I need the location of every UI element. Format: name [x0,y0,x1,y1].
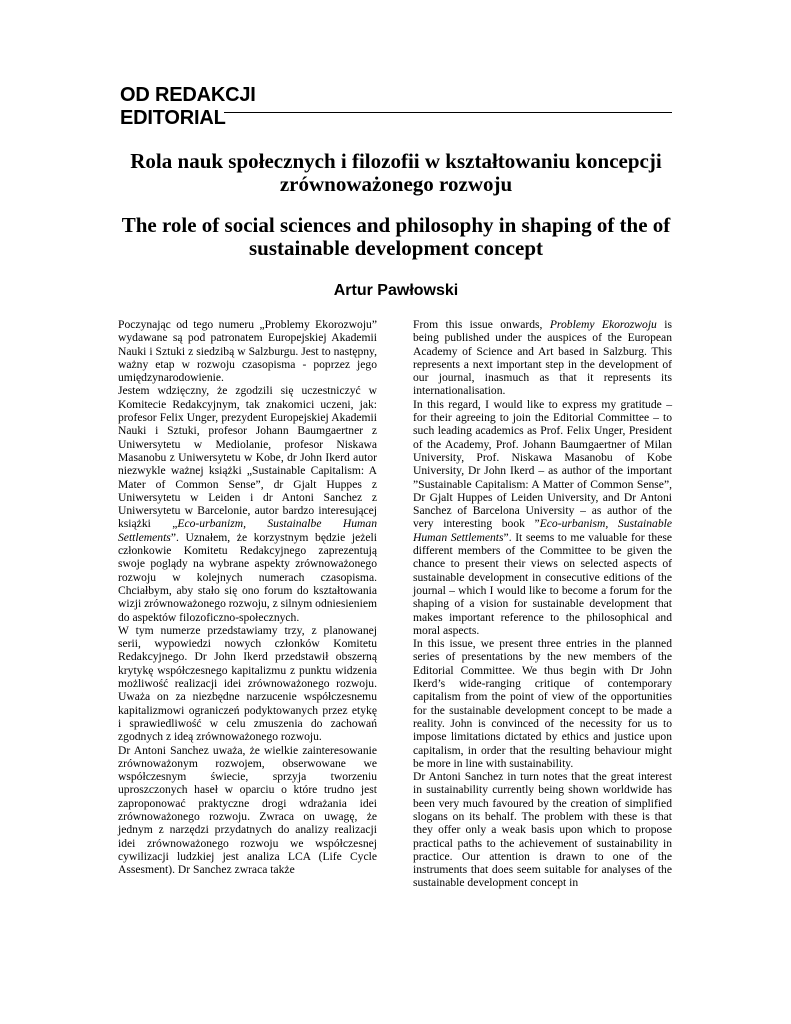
paragraph: Dr Antoni Sanchez uważa, że wielkie zainteresowanie zrównoważonym rozwojem, obserwowane we współczesnym świecie, sprzyja tworzeniu uproszczonych haseł w oparciu o które trudno jest zaproponować praktyczne drogi wdrażania idei zrównoważonego rozwoju. Zwraca on uwagę, że jednym z narzędzi przydatnych do analizy realizacji idei zrównoważonego rozwoju we współczesnej cywilizacji ludzkiej jest analiza LCA (Life Cycle Assesment). Dr Sanchez zwraca także [118,743,377,877]
section-label-english: EDITORIAL [120,107,226,129]
author-name: Artur Pawłowski [333,282,459,299]
paragraph: Jestem wdzięczny, że zgodzili się uczestniczyć w Komitecie Redakcyjnym, tak znakomici uczeni, jak: profesor Felix Unger, prezydent Europejskiej Akademii Nauki i Sztuki, profesor Johann Baumgaertner z Uniwersytetu w Mediolanie, profesor Niskawa Masanobu z Uniwersytetu w Kobe, dr John Ikerd autor niezwykle ważnej książki „Sustainable Capitalism: A Mater of Common Sense”, dr Gjalt Huppes z Uniwersytetu w Leiden i dr Antoni Sanchez z Uniwersytetu w Barcelonie, autor bardzo interesującej książki „Eco-urbanizm, Sustainalbe Human Settlements”. Uznałem, że korzystnym będzie jeżeli członkowie Komitetu Redakcyjnego zaprezentują swoje poglądy na wybrane aspekty zrównoważonego rozwoju w kolejnych numerach czasopisma. Chciałbym, aby stało się ono forum do kształtowania wizji zrównoważonego rozwoju, z silnym odniesieniem do aspektów filozoficzno-społecznych. [118,384,378,624]
title-english: The role of social sciences and philosophy in shaping of the of sustainable development concept [121,213,671,260]
right-column-english [413,318,672,890]
paragraph: W tym numerze przedstawiamy trzy, z planowanej serii, wypowiedzi nowych członków Komitetu Redakcyjnego. Dr John Ikerd przedstawił obszerną krytykę współczesnego kapitalizmu z punktu widzenia możliwość realizacji idei zrównoważonego rozwoju. Uważa on za niezbędne narzucenie współczesnemu kapitalizmowi ograniczeń podyktowanych przez etykę i sprawiedliwość w celu zmuszenia do zachowań zgodnych z ideą zrównoważonego rozwoju. [118,623,377,744]
section-header [120,84,256,130]
title-polish: Rola nauk społecznych i filozofii w kształtowaniu koncepcji zrównoważonego rozwoju [130,149,662,196]
paragraph: In this issue, we present three entries in the planned series of presentations by the new members of the Editorial Committee. We thus begin with Dr John Ikerd’s wide-ranging critique of contemporary capitalism from the point of view of the opportunities for the sustainable development concept to be made a reality. John is convinced of the necessity for us to impose limitations dictated by ethics and justice upon capitalism, in order that the resulting behaviour might be more in line with sustainability. [413,637,672,770]
left-column-polish [118,318,377,876]
section-label-polish: OD REDAKCJI [120,84,256,106]
paragraph: Dr Antoni Sanchez in turn notes that the great interest in sustainability currently being shown worldwide has been very much favoured by the creation of simplified slogans on its behalf. The problem with these is that they offer only a weak basis upon which to propose practical paths to the achievement of sustainability in practice. Our attention is drawn to one of the instruments that does seem suitable for analyses of the sustainable development concept in [413,770,672,890]
paragraph: Poczynając od tego numeru „Problemy Ekorozwoju” wydawane są pod patronatem Europejskiej Akademii Nauki i Sztuki z siedzibą w Salzburgu. Jest to następny, ważny etap w rozwoju czasopisma - poprzez jego umiędzynarodowienie. [118,318,377,385]
header-rule [224,112,672,113]
paragraph: In this regard, I would like to express my gratitude – for their agreeing to join the Editorial Committee – to such leading academics as Prof. Felix Unger, President of the Academy, Prof. Johann Baumgaertner of Milan University, Prof. Niskawa Masanobu of Kobe University, Dr John Ikerd – as author of the important ”Sustainable Capitalism: A Matter of Common Sense”, Dr Gjalt Huppes of Leiden University, and Dr Antoni Sanchez of Barcelona University – as author of the very interesting book ”Eco-urbanism, Sustainable Human Settlements”. It seems to me valuable for these different members of the Committee to be given the chance to present their views on selected aspects of sustainable development in consecutive editions of the journal – which I would like to become a forum for the shaping of a vision for sustainable development that makes important reference to the philosophical and moral aspects. [413,397,672,637]
paragraph: From this issue onwards, Problemy Ekorozwoju is being published under the auspices of the European Academy of Science and Art based in Salzburg. This represents a next important step in the development of our journal, inasmuch as that it represents its internationalisation. [413,318,672,398]
